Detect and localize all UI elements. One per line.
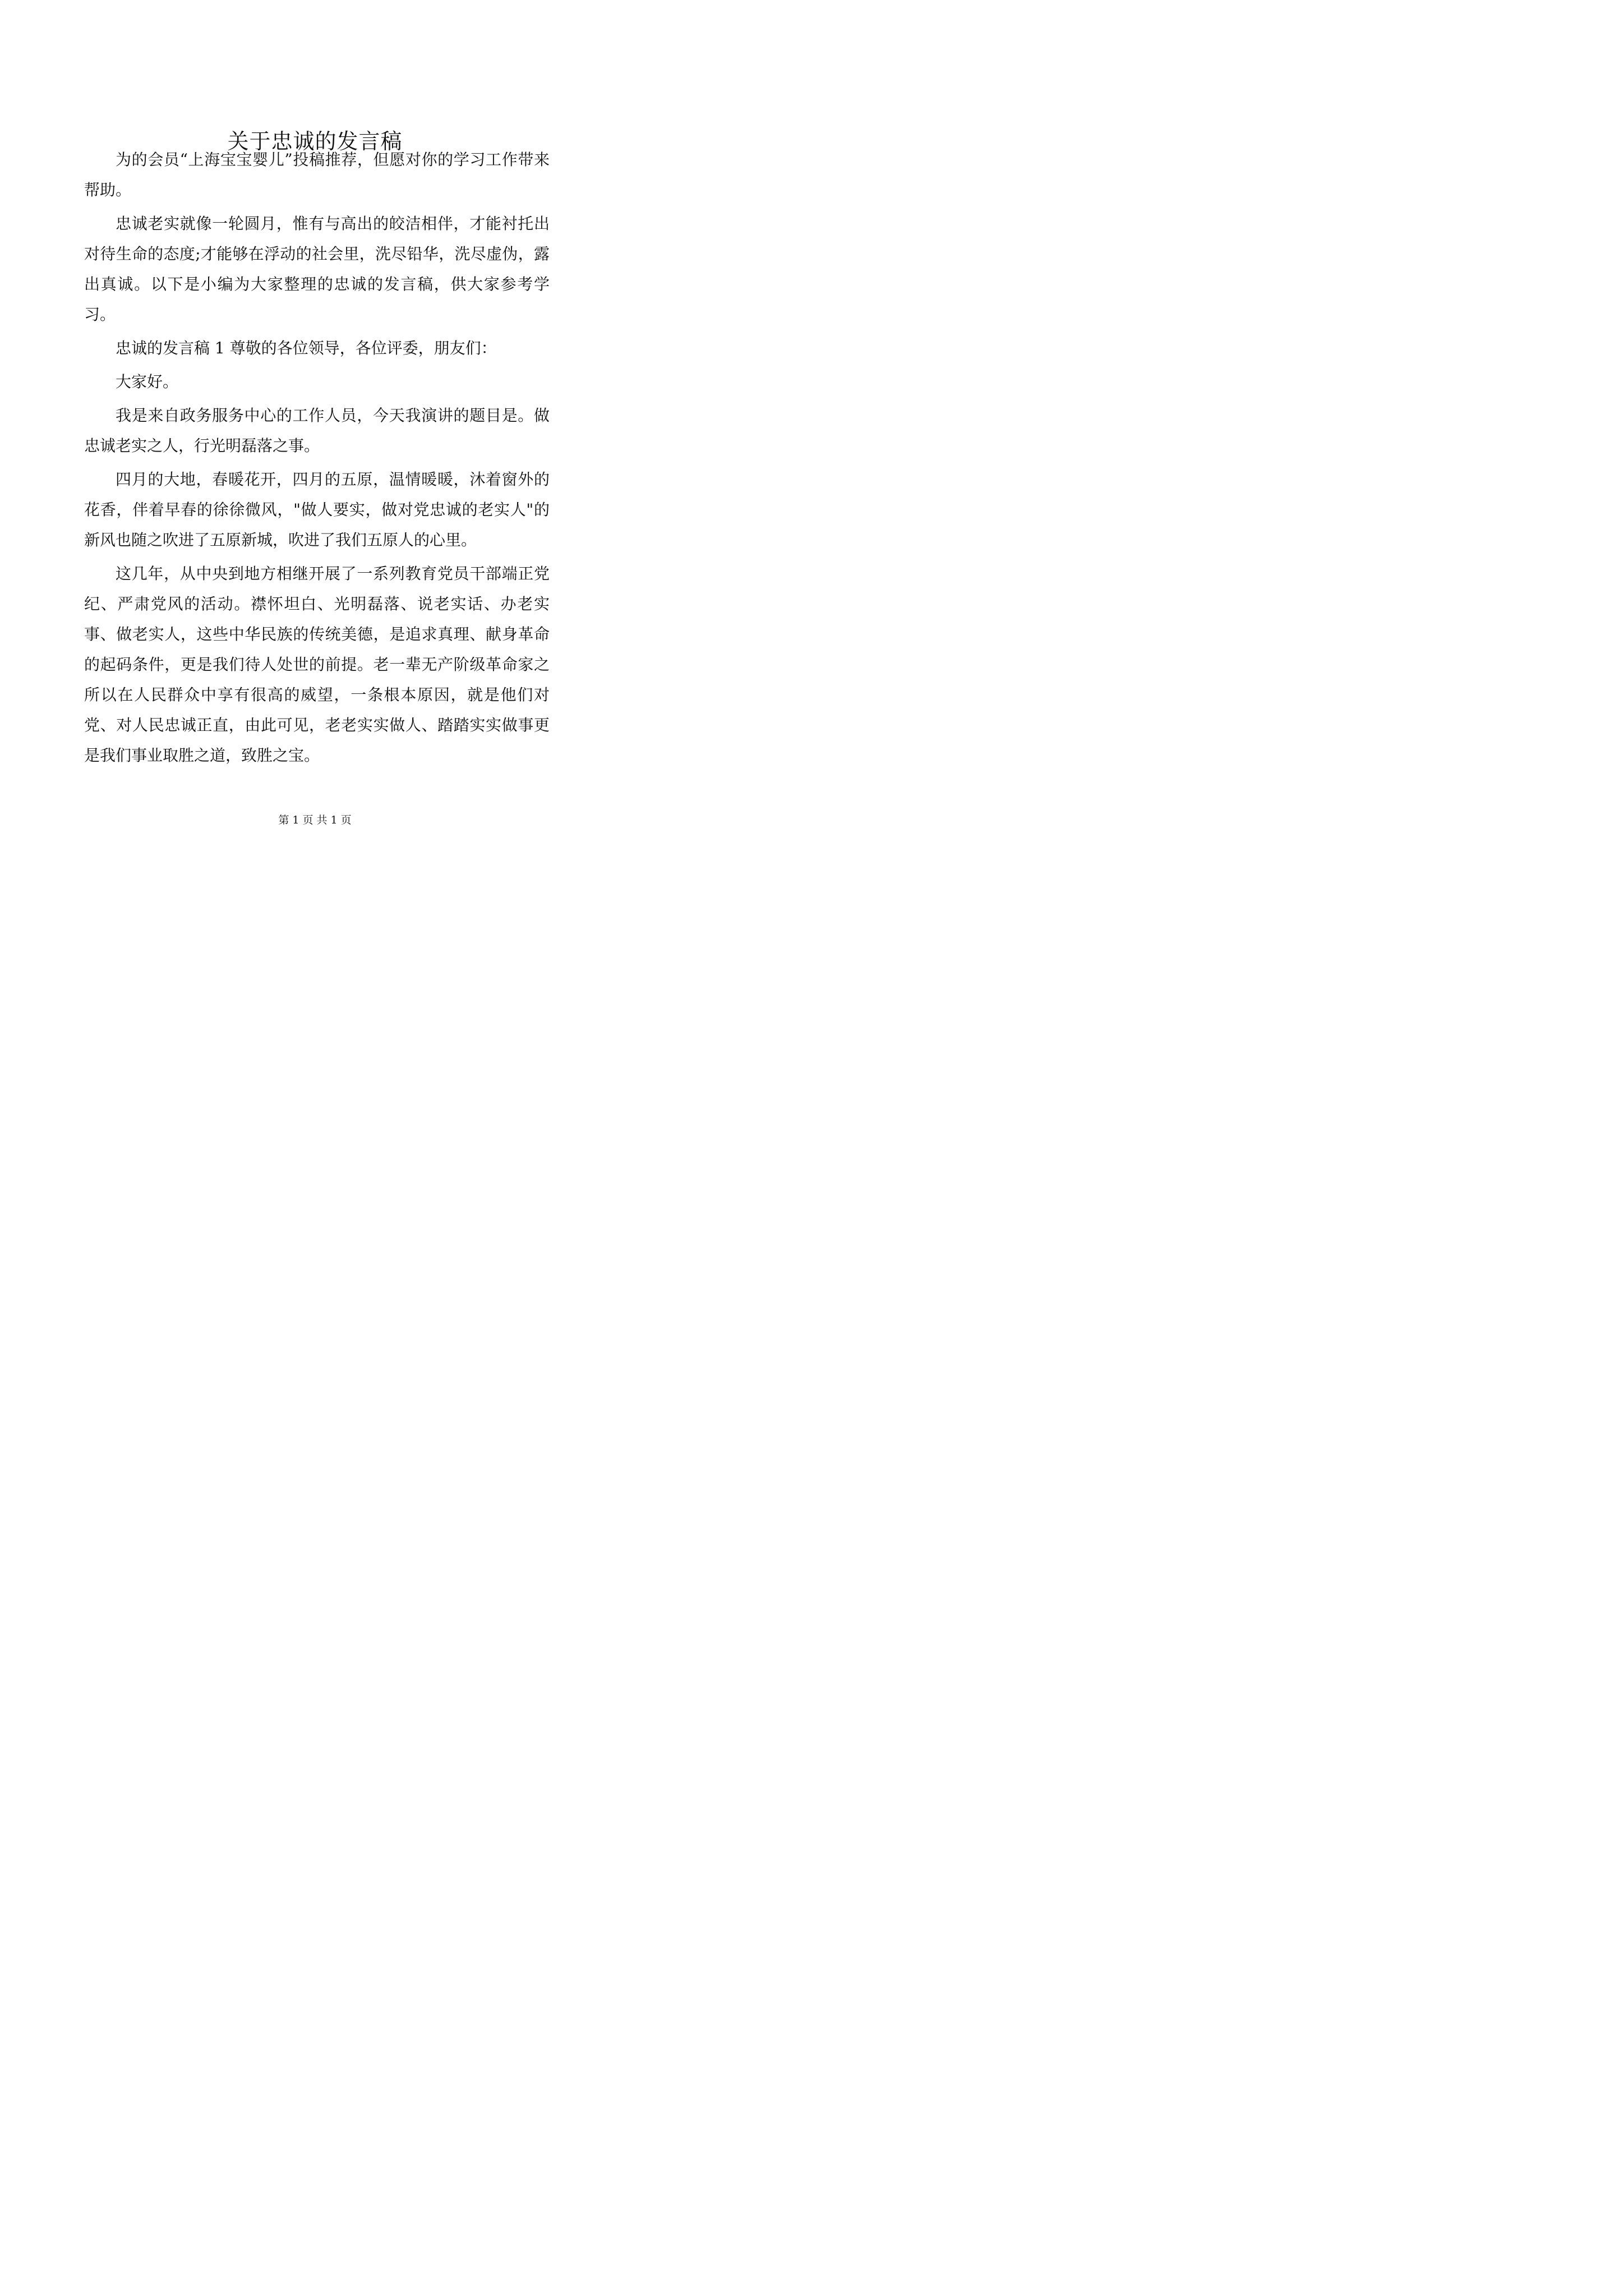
paragraph: 大家好。 [116,372,179,391]
document-body [84,145,550,774]
paragraph: 这几年，从中央到地方相继开展了一系列教育党员干部端正党纪、严肃党风的活动。襟怀坦白、光明磊落、说老实话、办老实事、做老实人，这些中华民族的传统美德，是追求真理、献身革命的起码条件，更是我们待人处世的前提。老一辈无产阶级革命家之所以在人民群众中享有很高的威望，一条根本原因，就是他们对党、对人民忠诚正直，由此可见，老老实实做人、踏踏实实做事更是我们事业取胜之道，致胜之宝。 [84,564,550,765]
paragraph: 四月的大地，春暖花开，四月的五原，温情暖暖，沐着窗外的花香，伴着早春的徐徐微风，"做人要实，做对党忠诚的老实人"的新风也随之吹进了五原新城，吹进了我们五原人的心里。 [84,470,550,549]
document-page [0,0,630,890]
page-footer: 第 1 页 共 1 页 [278,814,352,826]
paragraph: 忠诚老实就像一轮圆月，惟有与高出的皎洁相伴，才能衬托出对待生命的态度;才能够在浮动的社会里，洗尽铅华，洗尽虚伪，露出真诚。以下是小编为大家整理的忠诚的发言稿，供大家参考学习。 [84,214,550,324]
paragraph: 我是来自政务服务中心的工作人员，今天我演讲的题目是。做忠诚老实之人，行光明磊落之事。 [84,406,550,455]
document-title: 关于忠诚的发言稿 [227,129,403,154]
paragraph: 为的会员“上海宝宝婴儿”投稿推荐，但愿对你的学习工作带来帮助。 [84,150,550,199]
paragraph: 忠诚的发言稿 1 尊敬的各位领导，各位评委，朋友们： [116,339,497,357]
